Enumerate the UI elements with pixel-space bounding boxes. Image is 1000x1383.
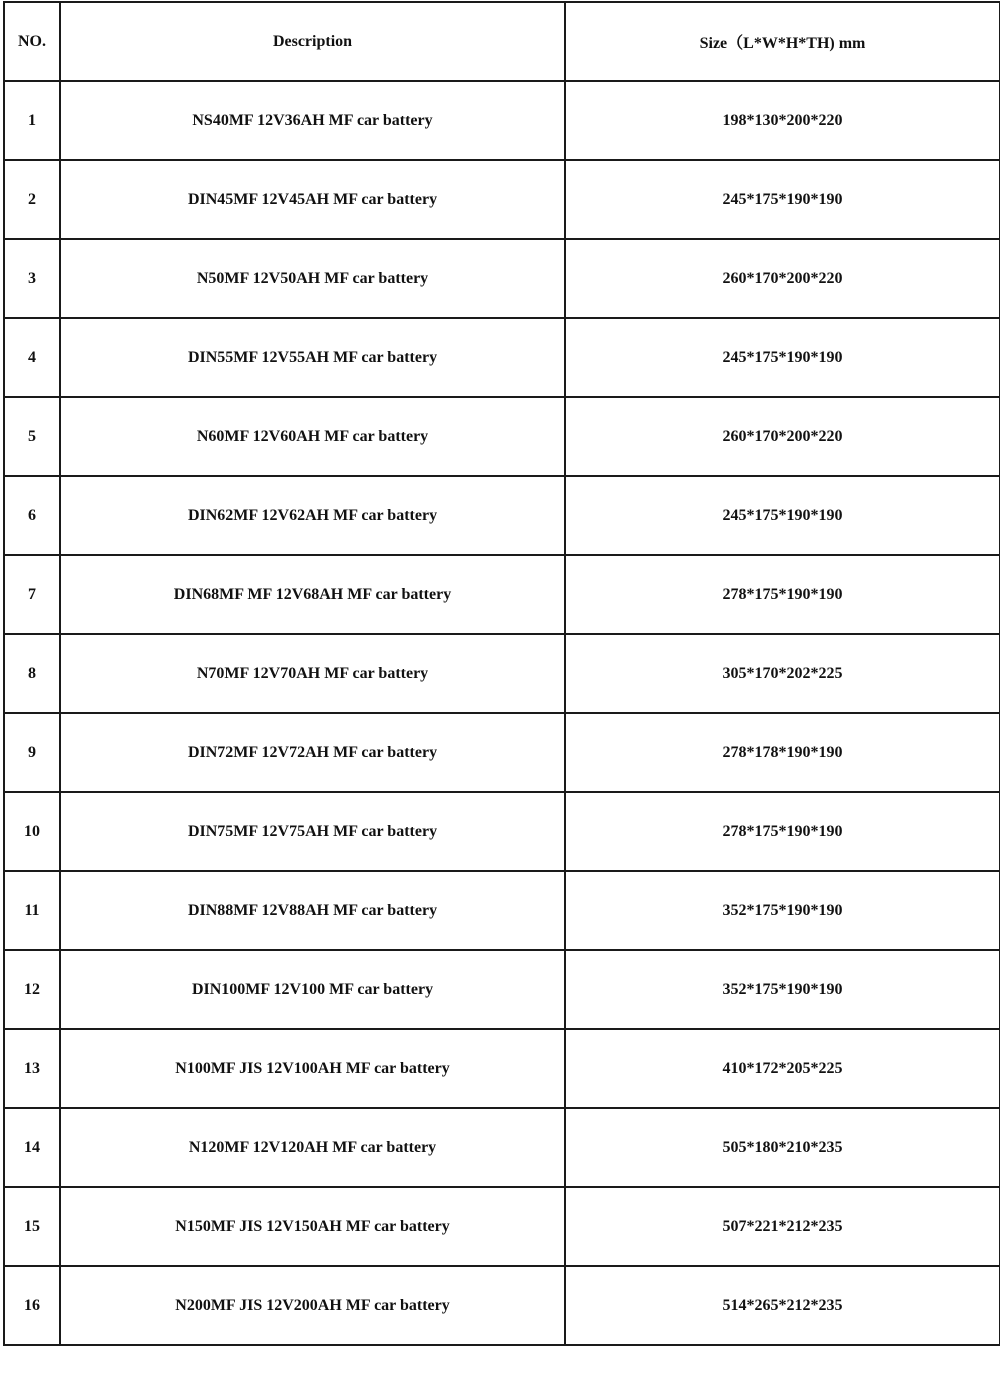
row-size: 507*221*212*235 [565,1187,1000,1266]
table-row [4,1266,1000,1345]
row-number: 16 [4,1266,60,1345]
battery-spec-table [3,1,1000,1346]
row-number: 5 [4,397,60,476]
table-row [4,476,1000,555]
header-size: Size（L*W*H*TH) mm [565,2,1000,81]
row-number: 8 [4,634,60,713]
row-size: 278*175*190*190 [565,792,1000,871]
row-size: 278*175*190*190 [565,555,1000,634]
row-number: 6 [4,476,60,555]
row-description: N60MF 12V60AH MF car battery [60,397,565,476]
row-description: DIN45MF 12V45AH MF car battery [60,160,565,239]
row-size: 410*172*205*225 [565,1029,1000,1108]
row-number: 2 [4,160,60,239]
row-number: 4 [4,318,60,397]
row-size: 198*130*200*220 [565,81,1000,160]
row-size: 352*175*190*190 [565,950,1000,1029]
row-number: 12 [4,950,60,1029]
row-size: 245*175*190*190 [565,160,1000,239]
row-description: DIN55MF 12V55AH MF car battery [60,318,565,397]
row-description: N70MF 12V70AH MF car battery [60,634,565,713]
row-size: 260*170*200*220 [565,239,1000,318]
table-row [4,792,1000,871]
row-size: 505*180*210*235 [565,1108,1000,1187]
table-row [4,713,1000,792]
row-size: 305*170*202*225 [565,634,1000,713]
row-number: 14 [4,1108,60,1187]
row-number: 10 [4,792,60,871]
row-description: N100MF JIS 12V100AH MF car battery [60,1029,565,1108]
row-size: 352*175*190*190 [565,871,1000,950]
table-row [4,950,1000,1029]
row-description: DIN62MF 12V62AH MF car battery [60,476,565,555]
table-row [4,318,1000,397]
row-number: 15 [4,1187,60,1266]
row-number: 13 [4,1029,60,1108]
row-description: N200MF JIS 12V200AH MF car battery [60,1266,565,1345]
table-row [4,871,1000,950]
table-header-row [4,2,1000,81]
table-row [4,397,1000,476]
header-no: NO. [4,2,60,81]
row-size: 514*265*212*235 [565,1266,1000,1345]
row-description: DIN72MF 12V72AH MF car battery [60,713,565,792]
row-number: 1 [4,81,60,160]
table-row [4,634,1000,713]
row-description: DIN88MF 12V88AH MF car battery [60,871,565,950]
row-description: N120MF 12V120AH MF car battery [60,1108,565,1187]
row-description: NS40MF 12V36AH MF car battery [60,81,565,160]
row-number: 7 [4,555,60,634]
table-row [4,1108,1000,1187]
table-row [4,160,1000,239]
row-size: 260*170*200*220 [565,397,1000,476]
row-size: 278*178*190*190 [565,713,1000,792]
row-number: 3 [4,239,60,318]
table-row [4,1029,1000,1108]
row-number: 11 [4,871,60,950]
row-description: DIN68MF MF 12V68AH MF car battery [60,555,565,634]
table-row [4,555,1000,634]
row-number: 9 [4,713,60,792]
table-row [4,1187,1000,1266]
row-description: DIN75MF 12V75AH MF car battery [60,792,565,871]
row-size: 245*175*190*190 [565,476,1000,555]
table-row [4,239,1000,318]
row-description: N150MF JIS 12V150AH MF car battery [60,1187,565,1266]
row-size: 245*175*190*190 [565,318,1000,397]
header-description: Description [60,2,565,81]
row-description: DIN100MF 12V100 MF car battery [60,950,565,1029]
row-description: N50MF 12V50AH MF car battery [60,239,565,318]
table-row [4,81,1000,160]
